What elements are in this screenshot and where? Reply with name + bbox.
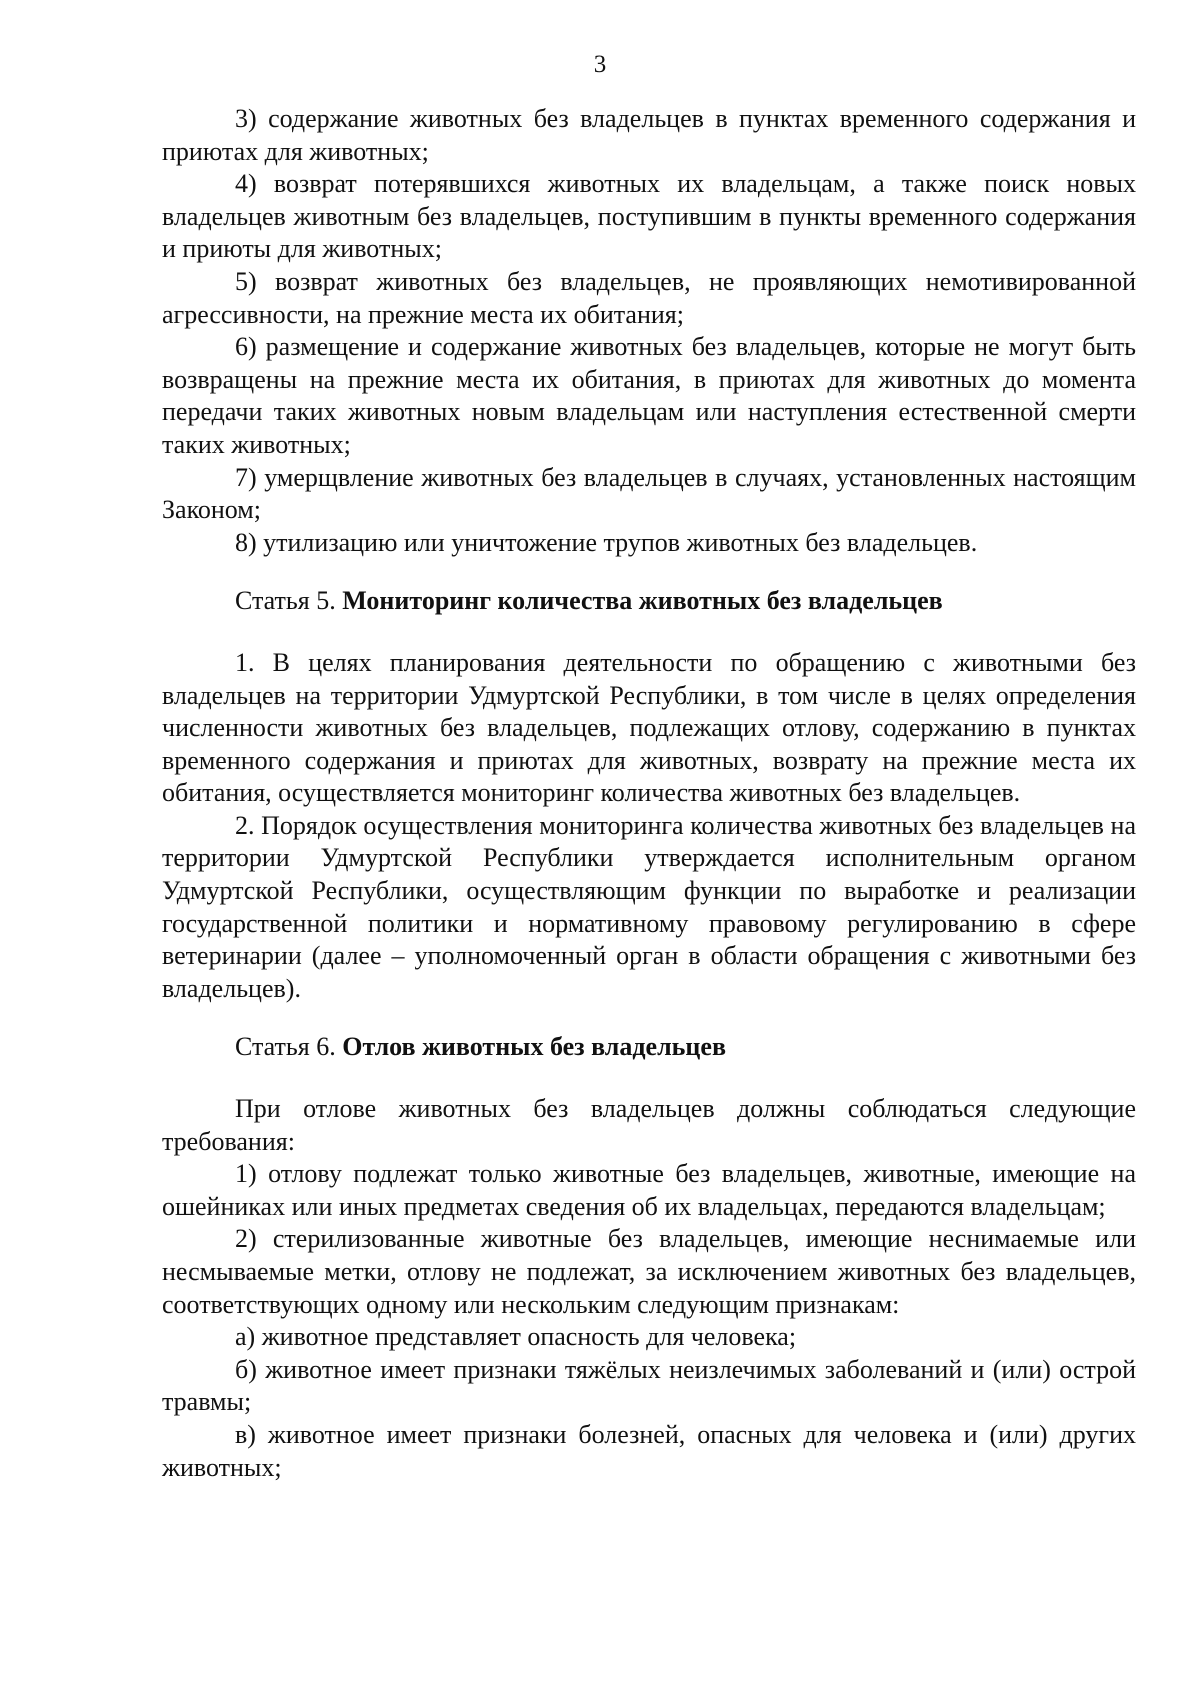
article-6-paragraph: б) животное имеет признаки тяжёлых неизлечимых заболеваний и (или) острой травмы; bbox=[162, 1354, 1136, 1417]
list-item: 8) утилизацию или уничтожение трупов животных без владельцев. bbox=[235, 527, 978, 557]
list-item: 6) размещение и содержание животных без владельцев, которые не могут быть возвращены на прежние места их обитания, в приютах для животных до момента передачи таких животных новым владельцам или наступления естественной смерти таких животных; bbox=[162, 332, 1136, 459]
article-6-title: Отлов животных без владельцев bbox=[342, 1032, 726, 1062]
article-6-prefix: Статья 6. bbox=[235, 1032, 343, 1062]
article-6-paragraph: 1) отлову подлежат только животные без владельцев, животные, имеющие на ошейниках или иных предметах сведения об их владельцах, передаются владельцам; bbox=[162, 1159, 1136, 1221]
list-item: 3) содержание животных без владельцев в пунктах временного содержания и приютах для животных; bbox=[162, 104, 1136, 166]
list-item: 7) умерщвление животных без владельцев в случаях, установленных настоящим Законом; bbox=[162, 462, 1136, 525]
article-5-prefix: Статья 5. bbox=[235, 586, 343, 616]
article-6-paragraph: а) животное представляет опасность для человека; bbox=[235, 1322, 797, 1352]
article-5-title: Мониторинг количества животных без владельцев bbox=[342, 586, 943, 616]
list-item: 4) возврат потерявшихся животных их владельцам, а также поиск новых владельцев животным без владельцев, поступившим в пункты временного содержания и приюты для животных; bbox=[162, 169, 1136, 264]
document-body bbox=[162, 103, 1136, 1484]
article-6-paragraph: При отлове животных без владельцев должны соблюдаться следующие требования: bbox=[162, 1094, 1136, 1156]
article-6-paragraph: 2) стерилизованные животные без владельцев, имеющие неснимаемые или несмываемые метки, отлову не подлежат, за исключением животных без владельцев, соответствующих одному или нескольким следующим признакам: bbox=[162, 1224, 1136, 1319]
article-5-heading bbox=[162, 585, 1136, 618]
page-number: 3 bbox=[593, 51, 607, 78]
article-5-paragraph: 2. Порядок осуществления мониторинга количества животных без владельцев на территории Удмуртской Республики утверждается исполнительным органом Удмуртской Республики, осуществляющим функции по выработке и реализации государственной политики и нормативному правовому регулированию в сфере ветеринарии (далее – уполномоченный орган в области обращения с животными без владельцев). bbox=[162, 810, 1136, 1003]
article-6-paragraph: в) животное имеет признаки болезней, опасных для человека и (или) других животных; bbox=[162, 1419, 1136, 1482]
list-item: 5) возврат животных без владельцев, не проявляющих немотивированной агрессивности, на прежние места их обитания; bbox=[162, 266, 1136, 329]
article-5-paragraph: 1. В целях планирования деятельности по обращению с животными без владельцев на территории Удмуртской Республики, в том числе в целях определения численности животных без владельцев, подлежащих отлову, содержанию в пунктах временного содержания и приютах для животных, возврату на прежние места их обитания, осуществляется мониторинг количества животных без владельцев. bbox=[162, 647, 1136, 808]
article-6-heading bbox=[162, 1031, 1136, 1064]
